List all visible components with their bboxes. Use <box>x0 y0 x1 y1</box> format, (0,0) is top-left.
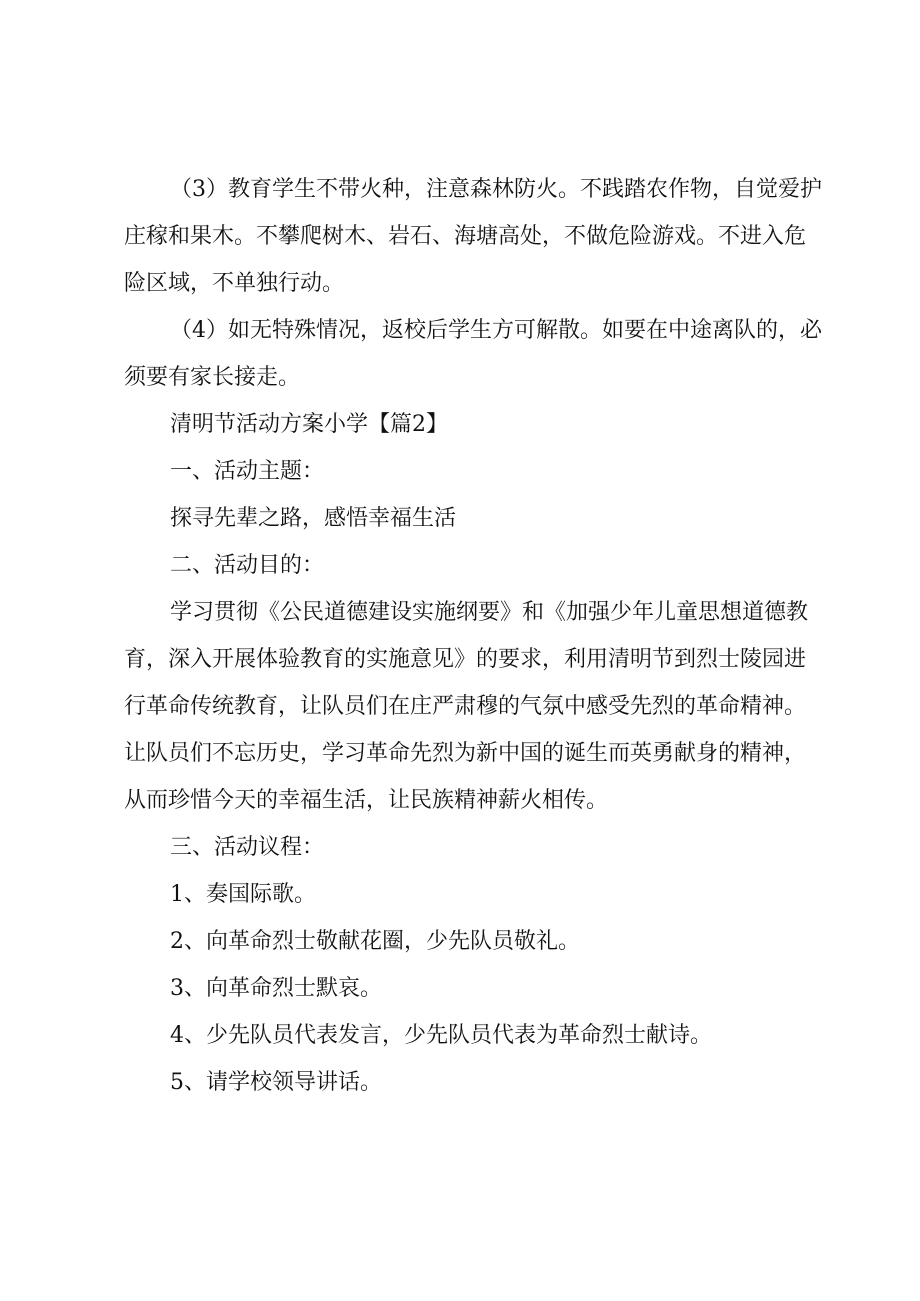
agenda-item: 3、向革命烈士默哀。 <box>170 976 382 1001</box>
agenda-item: 4、少先队员代表发言，少先队员代表为革命烈士献诗。 <box>170 1023 712 1048</box>
agenda-item: 5、请学校领导讲话。 <box>170 1070 382 1095</box>
theme-text: 探寻先辈之路，感悟幸福生活 <box>170 506 457 531</box>
purpose-text: 学习贯彻《公民道德建设实施纲要》和《加强少年儿童思想道德教育，深入开展体验教育的实施意见》的要求，利用清明节到烈士陵园进行革命传统教育，让队员们在庄严肃穆的气氛中感受先烈的革命精神。让队员们不忘历史，学习革命先烈为新中国的诞生而英勇献身的精神，从而珍惜今天的幸福生活，让民族精神薪火相传。 <box>124 600 809 813</box>
paragraph-item-3: （3）教育学生不带火种，注意森林防火。不践踏农作物，自觉爱护庄稼和果木。不攀爬树木、岩石、海塘高处，不做危险游戏。不进入危险区域，不单独行动。 <box>124 177 822 296</box>
heading-purpose: 二、活动目的： <box>170 553 325 578</box>
heading-agenda: 三、活动议程： <box>170 835 325 860</box>
paragraph-item-4: （4）如无特殊情况，返校后学生方可解散。如要在中途离队的，必须要有家长接走。 <box>124 318 822 390</box>
agenda-item: 2、向革命烈士敬献花圈，少先队员敬礼。 <box>170 929 580 954</box>
document-body <box>124 166 824 1106</box>
section-title: 清明节活动方案小学【篇2】 <box>170 412 448 437</box>
agenda-item: 1、奏国际歌。 <box>170 882 316 907</box>
heading-theme: 一、活动主题： <box>170 459 325 484</box>
